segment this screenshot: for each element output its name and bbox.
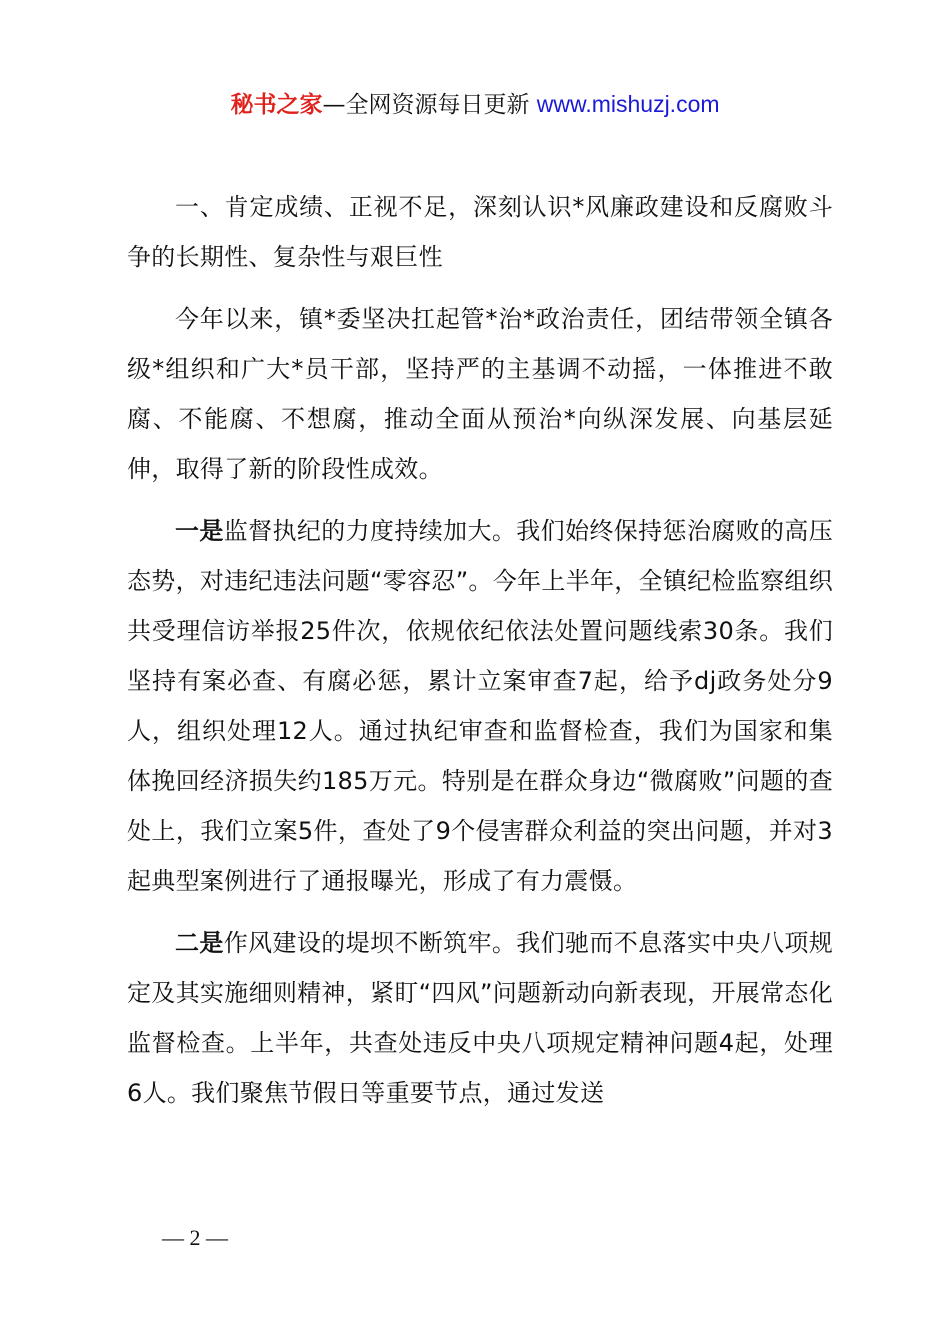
section-heading: 一、肯定成绩、正视不足，深刻认识*风廉政建设和反腐败斗争的长期性、复杂性与艰巨性 [127, 193, 833, 271]
point-one-text: 监督执纪的力度持续加大。我们始终保持惩治腐败的高压态势，对违纪违法问题“零容忍”。今年上半年，全镇纪检监察组织共受理信访举报25件次，依规依纪依法处置问题线索30条。我们坚持有案必查、有腐必惩，累计立案审查7起，给予dj政务处分9人，组织处理12人。通过执纪审查和监督检查，我们为国家和集体挽回经济损失约185万元。特别是在群众身边“微腐败”问题的查处上，我们立案5件，查处了9个侵害群众利益的突出问题，并对3起典型案例进行了通报曝光，形成了有力震慑。 [127, 517, 833, 895]
point-two-paragraph [127, 918, 833, 1118]
document-body [127, 182, 833, 1130]
site-url-link[interactable]: www.mishuzj.com [536, 91, 720, 117]
point-one-paragraph [127, 506, 833, 906]
point-two-text: 作风建设的堤坝不断筑牢。我们驰而不息落实中央八项规定及其实施细则精神，紧盯“四风”问题新动向新表现，开展常态化监督检查。上半年，共查处违反中央八项规定精神问题4起，处理6人。我们聚焦节假日等重要节点，通过发送 [127, 929, 833, 1107]
site-tagline: —全网资源每日更新 [322, 92, 537, 118]
point-two-lead: 二是 [175, 929, 224, 957]
intro-paragraph: 今年以来，镇*委坚决扛起管*治*政治责任，团结带领全镇各级*组织和广大*员干部，坚持严的主基调不动摇，一体推进不敢腐、不能腐、不想腐，推动全面从预治*向纵深发展、向基层延伸，取得了新的阶段性成效。 [127, 305, 833, 483]
site-header [0, 86, 950, 123]
point-one-lead: 一是 [175, 517, 224, 545]
page-number: — 2 — [162, 1225, 228, 1250]
site-brand: 秘书之家 [230, 92, 323, 118]
